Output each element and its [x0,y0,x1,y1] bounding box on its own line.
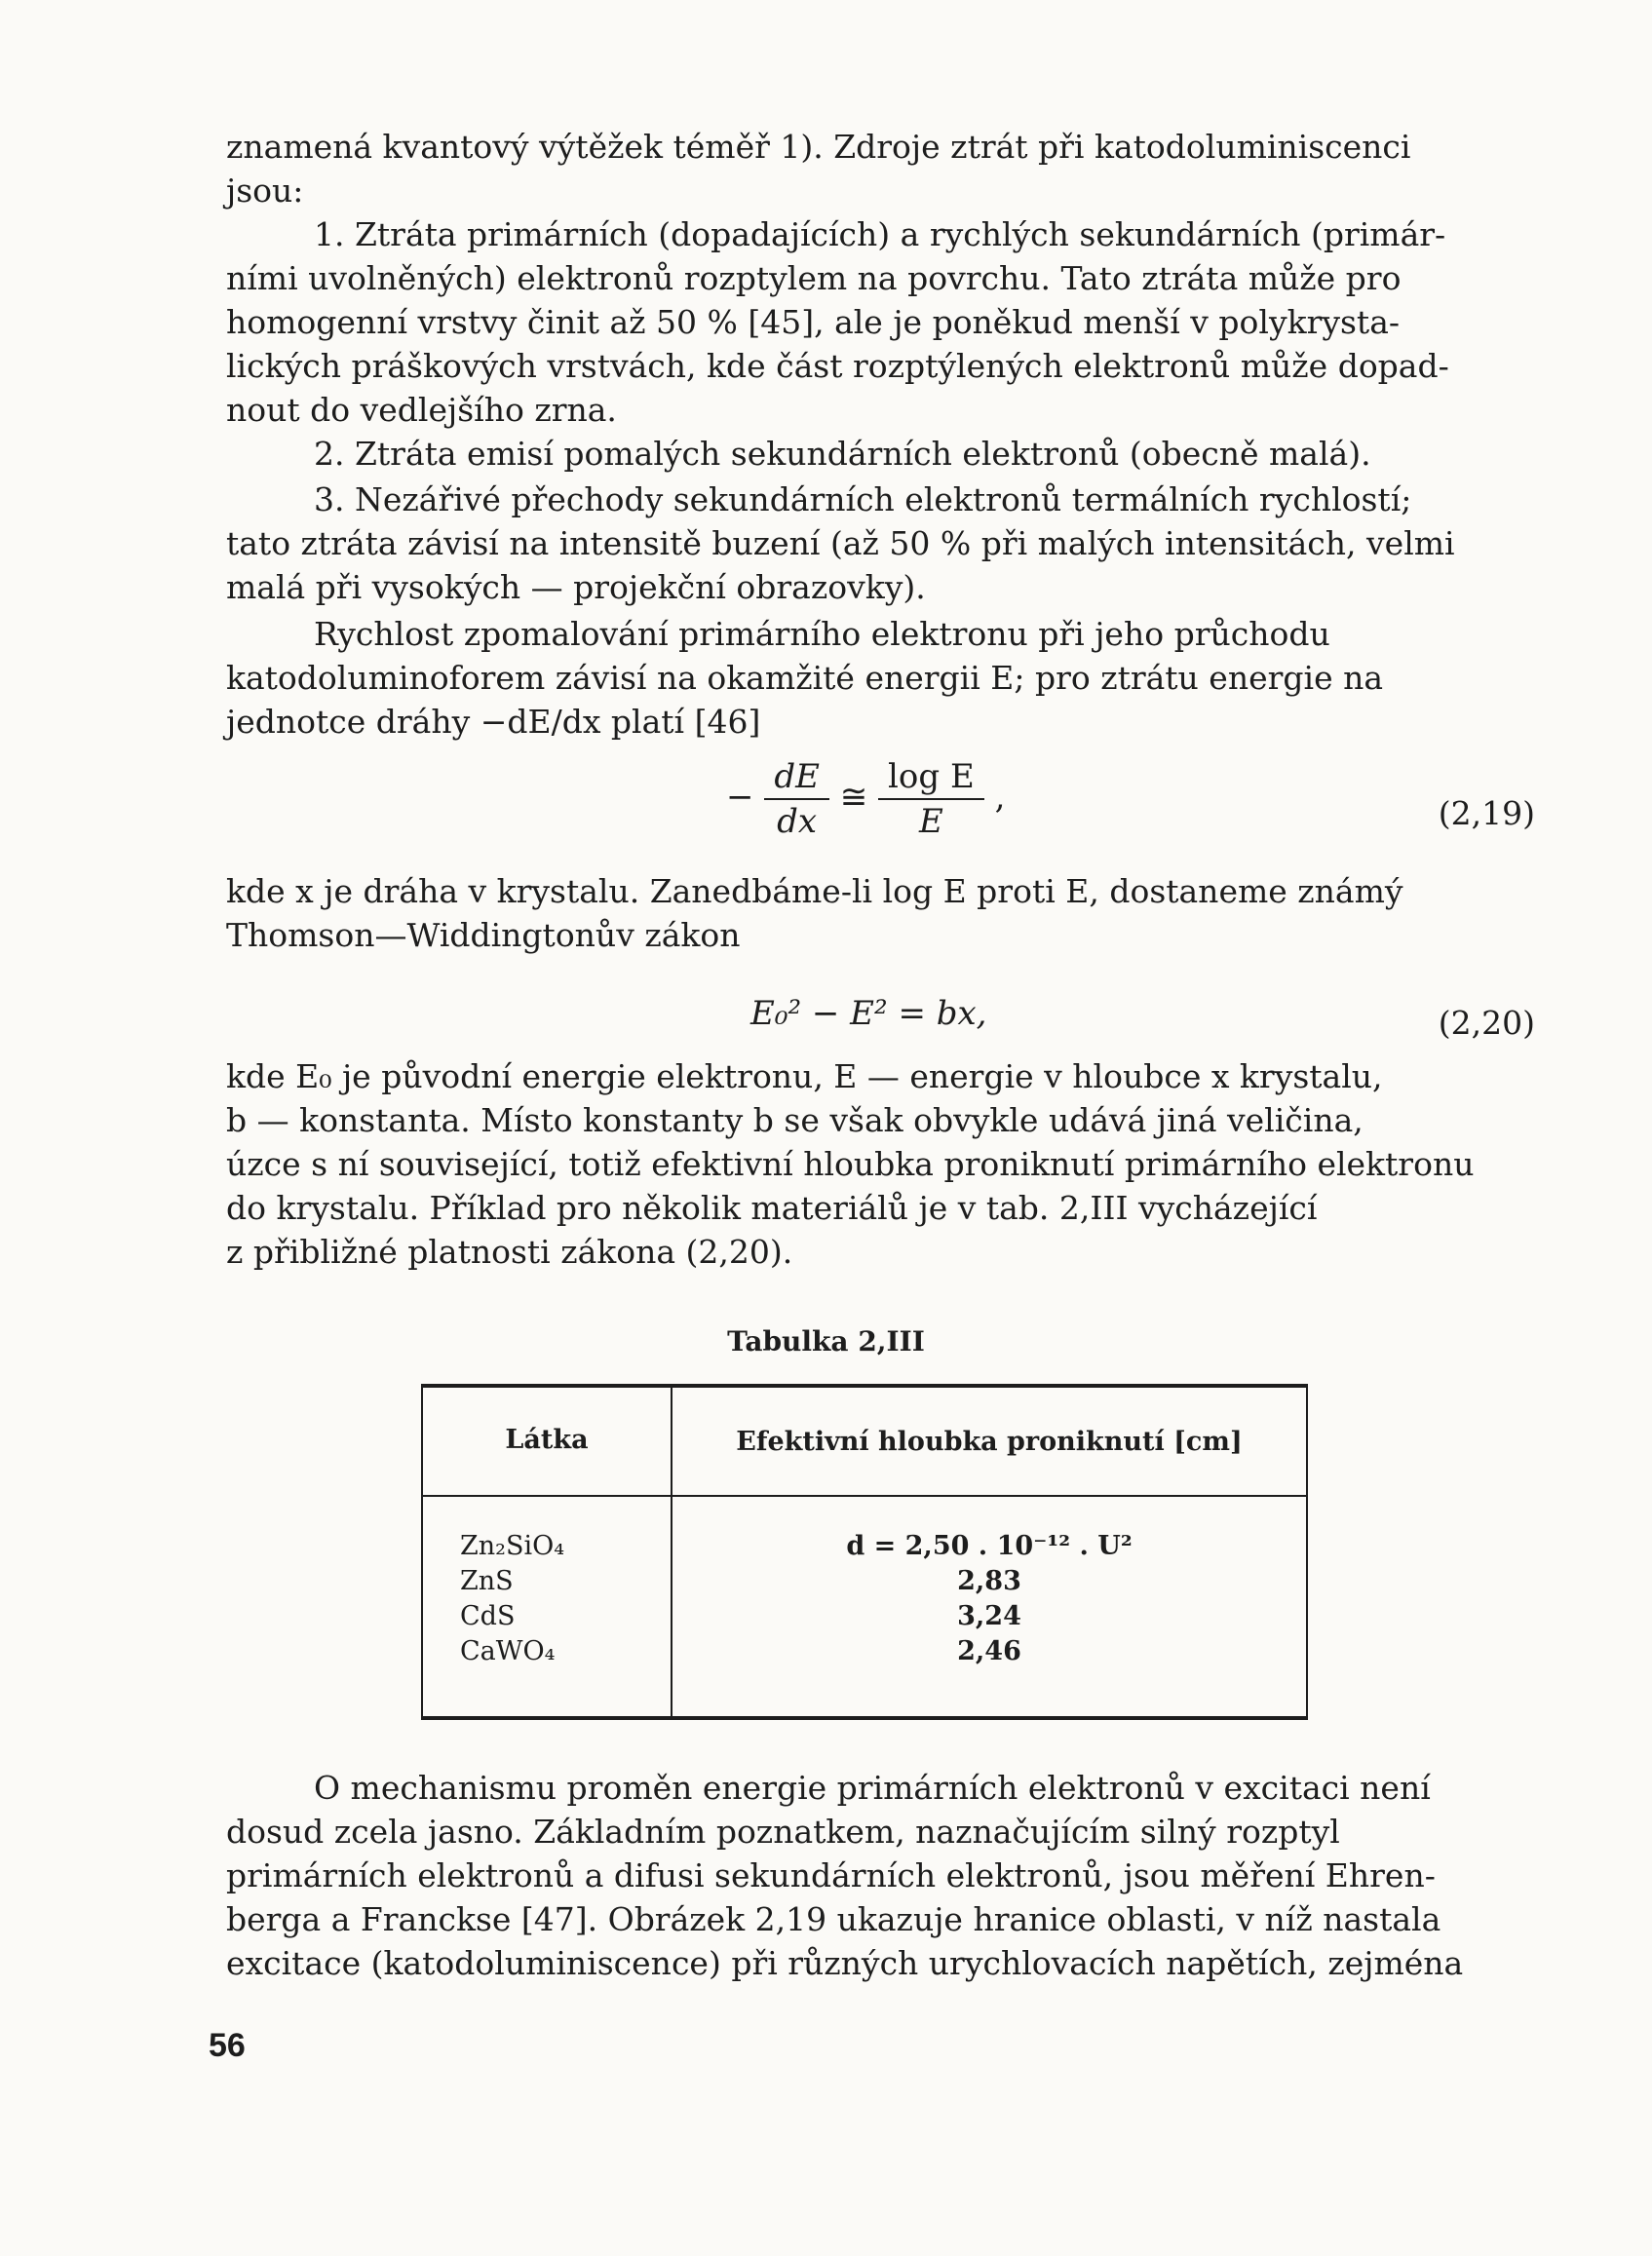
text-line: excitace (katodoluminiscence) při různých urychlovacích napětích, zejména [226,1944,1464,1982]
table-cell: d = 2,50 . 10⁻¹² . U² [846,1531,1133,1561]
table-cell: CdS [460,1601,516,1631]
text-line: dosud zcela jasno. Základním poznatkem, naznačujícím silný rozptyl [226,1813,1340,1851]
text-line: jsou: [226,172,304,210]
page-number: 56 [209,2027,246,2064]
equation-number: (2,20) [1438,1004,1535,1042]
text-line: 2. Ztráta emisí pomalých sekundárních elektronů (obecně malá). [314,435,1371,473]
fraction-logE-E [878,755,984,843]
paragraph-intro [226,125,1542,212]
approx-sign: ≅ [839,778,868,817]
table-cell: ZnS [460,1566,514,1596]
fraction-dE-dx [764,755,829,843]
numerator: dE [764,755,829,800]
table-cell: CaWO₄ [460,1636,556,1666]
paragraph-thomson [226,869,1542,957]
text-line: 3. Nezářivé přechody sekundárních elektronů termálních rychlostí; [314,480,1412,518]
minus-sign: − [726,778,754,817]
equation-2-20: E₀² − E² = bx, [750,994,987,1033]
table-cell: 2,46 [957,1636,1021,1666]
data-table [421,1384,1308,1720]
text-line: primárních elektronů a difusi sekundárních elektronů, jsou měření Ehren- [226,1856,1436,1894]
text-line: berga a Franckse [47]. Obrázek 2,19 ukazuje hranice oblasti, v níž nastala [226,1900,1441,1938]
paragraph-mechanism [226,1766,1542,1985]
text-line: katodoluminoforem závisí na okamžité energii E; pro ztrátu energie na [226,659,1384,697]
text-line: jednotce dráhy −dE/dx platí [46] [226,703,761,741]
table-cell: 3,24 [957,1601,1021,1631]
equation-2-19 [726,755,1005,843]
text-line: Thomson—Widdingtonův zákon [226,916,741,954]
table-caption: Tabulka 2,III [727,1325,925,1357]
text-line: tato ztráta závisí na intensitě buzení (až 50 % při malých intensitách, velmi [226,524,1455,562]
list-item-3 [226,478,1542,609]
header-divider [423,1495,1306,1497]
denominator: E [918,802,943,841]
text-line: úzce s ní související, totiž efektivní hloubka proniknutí primárního elektronu [226,1145,1475,1183]
text-line: z přibližné platnosti zákona (2,20). [226,1233,793,1271]
text-line: b — konstanta. Místo konstanty b se však obvykle udává jiná veličina, [226,1101,1364,1139]
text-line: malá při vysokých — projekční obrazovky). [226,568,926,606]
text-line: O mechanismu proměn energie primárních elektronů v excitaci není [314,1769,1431,1807]
text-line: znamená kvantový výtěžek téměř 1). Zdroje ztrát při katodoluminiscenci [226,128,1411,166]
numerator: log E [878,755,984,800]
comma: , [994,778,1006,817]
text-line: kde E₀ je původní energie elektronu, E — energie v hloubce x krystalu, [226,1057,1383,1095]
text-line: Rychlost zpomalování primárního elektronu při jeho průchodu [314,615,1330,653]
table-cell: Zn₂SiO₄ [460,1531,565,1561]
paragraph-penetration [226,1054,1542,1274]
text-line: homogenní vrstvy činit až 50 % [45], ale je poněkud menší v polykrysta- [226,303,1401,341]
text-line: kde x je dráha v krystalu. Zanedbáme-li log E proti E, dostaneme známý [226,872,1403,910]
header-substance: Látka [505,1425,589,1455]
substance-column [460,1529,564,1669]
text-line: 1. Ztráta primárních (dopadajících) a rychlých sekundárních (primár- [314,215,1446,253]
list-item-2 [226,432,1542,476]
header-depth: Efektivní hloubka proniknutí [cm] [736,1427,1243,1457]
denominator: dx [777,802,818,841]
text-line: do krystalu. Příklad pro několik materiálů je v tab. 2,III vycházející [226,1189,1318,1227]
equation-number: (2,19) [1438,794,1535,832]
list-item-1 [226,212,1542,432]
text-line: nout do vedlejšího zrna. [226,391,617,429]
text-line: ními uvolněných) elektronů rozptylem na povrchu. Tato ztráta může pro [226,259,1402,297]
table-cell: 2,83 [957,1566,1021,1596]
paragraph-stopping [226,612,1542,744]
text-line: lických práškových vrstvách, kde část rozptýlených elektronů může dopad- [226,347,1449,385]
depth-column [672,1529,1306,1669]
